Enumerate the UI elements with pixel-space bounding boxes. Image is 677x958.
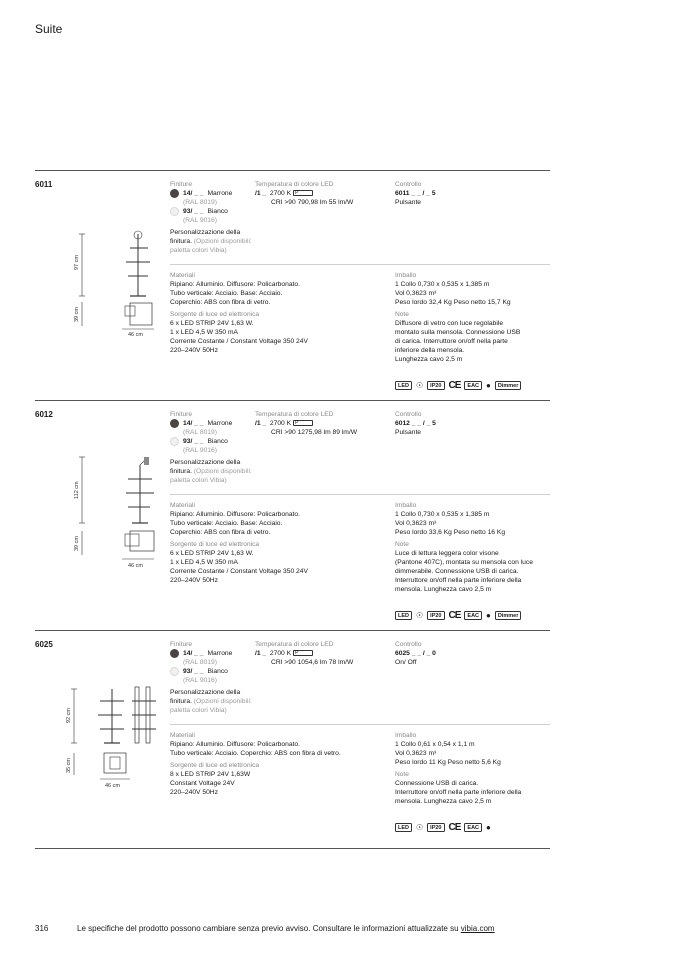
dim-width: 46 cm xyxy=(105,783,120,789)
color-temperature: Temperatura di colore LED /1 _ 2700 K P CRI >90 1275,98 lm 89 lm/W xyxy=(255,411,358,436)
bulb-icon: ☉ xyxy=(416,381,424,390)
swatch-marrone xyxy=(170,649,179,658)
kelvin-icon: P xyxy=(293,650,313,656)
finish-bianco: 93/ _ _ Bianco xyxy=(170,437,270,446)
footer-text: Le specifiche del prodotto possono cambiare senza previo avviso. Consultare le informazioni attualizzate su vibia.com xyxy=(77,924,495,933)
product-code: 6025 xyxy=(35,640,53,649)
packaging: Imballo 1 Collo 0,730 x 0,535 x 1,385 m Vol 0,3623 m³ Peso lordo 32,4 Kg Peso netto 15,7 Kg Note Diffusore di vetro con luce regolabile montato sulla mensola. Connessione USB di carica. Interruttore on/off nella parte inferiore della mensola. Lunghezza cavo 2,5 m xyxy=(395,272,521,363)
page-title: Suite xyxy=(35,22,63,36)
finish-marrone: 14/ _ _ Marrone xyxy=(170,649,270,658)
packaging: Imballo 1 Collo 0,730 x 0,535 x 1,385 m Vol 0,3623 m³ Peso lordo 33,6 Kg Peso netto 16 Kg Note Luce di lettura leggera color visone (Pantone 407C), montata su mensola con luce dimmerabile. Connessione USB di carica. Interruttore on/off nella parte inferiore della mensola. Lunghezza cavo 2,5 m xyxy=(395,502,533,593)
finish-marrone: 14/ _ _ Marrone xyxy=(170,189,270,198)
dim-width: 46 cm xyxy=(128,332,143,338)
dim-depth: 39 cm xyxy=(74,307,80,322)
certifications xyxy=(395,611,521,620)
eac-badge: EAC xyxy=(464,611,482,620)
product-drawing xyxy=(70,226,160,346)
finishes: Finiture 14/ _ _ Marrone (RAL 8019) 93/ _ _ Bianco (RAL 9016) Personalizzazione della finitura. (Opzioni disponibili: paletta colori Vibia) xyxy=(170,180,270,255)
control: Controllo 6025 _ _ / _ 0 On/ Off xyxy=(395,641,436,666)
footer xyxy=(35,924,550,933)
materials: Materiali Ripiano: Alluminio. Diffusore: Policarbonato. Tubo verticale: Acciaio. Coperchio: ABS con fibra di vetro. Sorgente di luce ed elettronica 8 x LED STRIP 24V 1,63W Constant Voltage 24V 220–240V 50Hz xyxy=(170,732,341,796)
led-badge: LED xyxy=(395,823,412,832)
dim-height: 92 cm xyxy=(66,708,72,723)
eac-badge: EAC xyxy=(464,381,482,390)
dimmer-badge: Dimmer xyxy=(495,381,521,390)
product-6025 xyxy=(35,630,550,848)
page-number: 316 xyxy=(35,924,49,933)
kelvin-icon: P xyxy=(293,420,313,426)
packaging: Imballo 1 Collo 0,61 x 0,54 x 1,1 m Vol 0,3623 m³ Peso lordo 11 Kg Peso netto 5,6 Kg Note Connessione USB di carica. Interruttore on/off nella parte inferiore della mensola. Lunghezza cavo 2,5 m xyxy=(395,732,522,805)
certifications xyxy=(395,381,521,390)
footer-link[interactable]: vibia.com xyxy=(460,924,495,933)
finish-bianco: 93/ _ _ Bianco xyxy=(170,667,270,676)
product-drawing xyxy=(70,451,160,576)
plug-icon: ● xyxy=(486,381,491,390)
kelvin-icon: P xyxy=(293,190,313,196)
ip-badge: IP20 xyxy=(427,381,444,390)
ip-badge: IP20 xyxy=(427,611,444,620)
swatch-bianco xyxy=(170,207,179,216)
swatch-marrone xyxy=(170,189,179,198)
plug-icon: ● xyxy=(486,611,491,620)
ce-mark: CE xyxy=(448,380,461,391)
materials: Materiali Ripiano: Alluminio. Diffusore: Policarbonato. Tubo verticale: Acciaio. Base: Acciaio. Coperchio: ABS con fibra di vetro. Sorgente di luce ed elettronica 6 x LED STRIP 24V 1,63 W. 1 x LED 4,5 W 350 mA Corrente Costante / Constant Voltage 350 24V 220–240V 50Hz xyxy=(170,502,308,584)
control: Controllo 6012 _ _ / _ 5 Pulsante xyxy=(395,411,436,436)
product-code: 6012 xyxy=(35,410,53,419)
led-badge: LED xyxy=(395,381,412,390)
led-badge: LED xyxy=(395,611,412,620)
product-drawing xyxy=(60,681,170,801)
dim-depth: 35 cm xyxy=(66,758,72,773)
dimmer-badge: Dimmer xyxy=(495,611,521,620)
bulb-icon: ☉ xyxy=(416,611,424,620)
dim-height: 112 cm xyxy=(74,481,80,499)
product-6011 xyxy=(35,170,550,400)
plug-icon: ● xyxy=(486,823,491,832)
divider xyxy=(35,848,550,849)
swatch-bianco xyxy=(170,437,179,446)
eac-badge: EAC xyxy=(464,823,482,832)
swatch-marrone xyxy=(170,419,179,428)
control: Controllo 6011 _ _ / _ 5 Pulsante xyxy=(395,181,436,206)
finishes: Finiture 14/ _ _ Marrone (RAL 8019) 93/ _ _ Bianco (RAL 9016) Personalizzazione della finitura. (Opzioni disponibili: paletta colori Vibia) xyxy=(170,640,270,715)
finish-marrone: 14/ _ _ Marrone xyxy=(170,419,270,428)
dim-width: 46 cm xyxy=(128,563,143,569)
ip-badge: IP20 xyxy=(427,823,444,832)
bulb-icon: ☉ xyxy=(416,823,424,832)
color-temperature: Temperatura di colore LED /1 _ 2700 K P CRI >90 1054,6 lm 78 lm/W xyxy=(255,641,354,666)
finishes: Finiture 14/ _ _ Marrone (RAL 8019) 93/ _ _ Bianco (RAL 9016) Personalizzazione della finitura. (Opzioni disponibili: paletta colori Vibia) xyxy=(170,410,270,485)
finish-bianco: 93/ _ _ Bianco xyxy=(170,207,270,216)
materials: Materiali Ripiano: Alluminio. Diffusore: Policarbonato. Tubo verticale: Acciaio. Base: Acciaio. Coperchio: ABS con fibra di vetro. Sorgente di luce ed elettronica 6 x LED STRIP 24V 1,63 W. 1 x LED 4,5 W 350 mA Corrente Costante / Constant Voltage 350 24V 220–240V 50Hz xyxy=(170,272,308,354)
swatch-bianco xyxy=(170,667,179,676)
product-6012 xyxy=(35,400,550,630)
product-code: 6011 xyxy=(35,180,53,189)
ce-mark: CE xyxy=(448,610,461,621)
dim-height: 97 cm xyxy=(74,255,80,270)
certifications xyxy=(395,823,491,832)
color-temperature: Temperatura di colore LED /1 _ 2700 K P CRI >90 790,98 lm 55 lm/W xyxy=(255,181,354,206)
dim-depth: 39 cm xyxy=(74,536,80,551)
ce-mark: CE xyxy=(448,822,461,833)
